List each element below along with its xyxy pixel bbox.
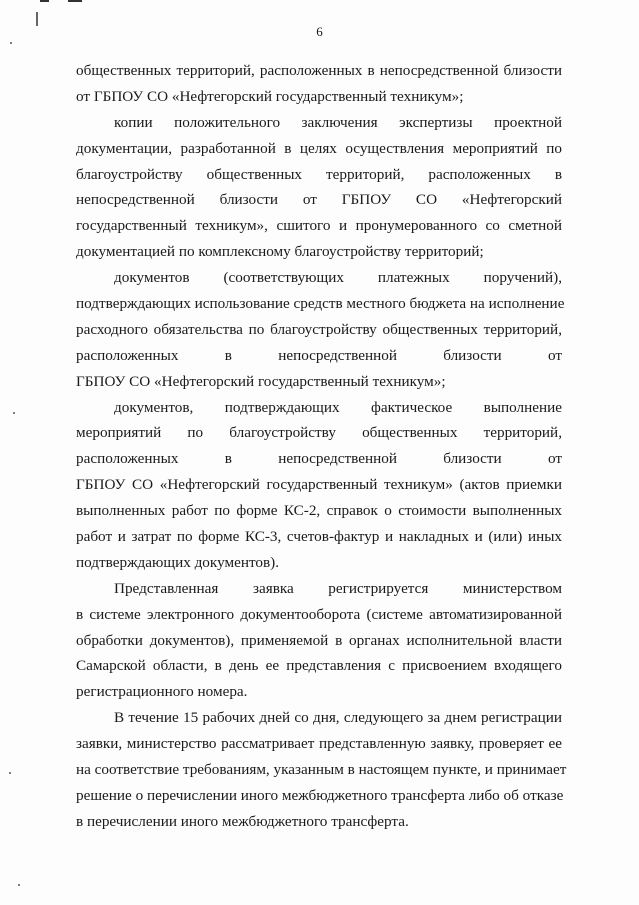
scan-speck <box>18 884 20 886</box>
scan-speck <box>13 412 15 414</box>
text-line: непосредственной близости от ГБПОУ СО «Нефтегорский <box>76 191 562 209</box>
scan-speck <box>9 772 11 774</box>
text-line: В течение 15 рабочих дней со дня, следующего за днем регистрации <box>114 709 562 727</box>
text-line: подтверждающих документов). <box>76 553 279 571</box>
text-line: от ГБПОУ СО «Нефтегорский государственный техникум»; <box>76 87 464 105</box>
text-line: документов (соответствующих платежных поручений), <box>114 269 562 287</box>
text-line: документацией по комплексному благоустройству территорий; <box>76 243 484 261</box>
text-line: документации, разработанной в целях осуществления мероприятий по <box>76 139 562 157</box>
page-number: 6 <box>316 24 323 39</box>
text-line: расположенных в непосредственной близости от <box>76 346 562 364</box>
text-line: в перечислении иного межбюджетного трансферта. <box>76 812 409 830</box>
text-line: государственный техникум», сшитого и пронумерованного со сметной <box>76 217 562 235</box>
text-line: на соответствие требованиям, указанным в настоящем пункте, и принимает <box>76 761 567 779</box>
text-line: мероприятий по благоустройству общественных территорий, <box>76 424 562 442</box>
text-line: благоустройству общественных территорий, расположенных в <box>76 165 562 183</box>
text-line: решение о перечислении иного межбюджетного трансферта либо об отказе <box>76 786 564 804</box>
text-line: Представленная заявка регистрируется министерством <box>114 579 562 597</box>
text-line: Самарской области, в день ее представления с присвоением входящего <box>76 657 562 675</box>
text-line: обработки документов), применяемой в органах исполнительной власти <box>76 631 562 649</box>
text-line: регистрационного номера. <box>76 683 248 701</box>
text-line: копии положительного заключения экспертизы проектной <box>114 113 562 131</box>
scan-edge-mark <box>40 0 49 2</box>
text-line: заявки, министерство рассматривает представленную заявку, проверяет ее <box>76 735 562 753</box>
text-line: ГБПОУ СО «Нефтегорский государственный техникум»; <box>76 372 446 390</box>
text-line: документов, подтверждающих фактическое выполнение <box>114 398 562 416</box>
text-line: работ и затрат по форме КС-3, счетов-фактур и накладных и (или) иных <box>76 528 562 546</box>
text-line: расходного обязательства по благоустройству общественных территорий, <box>76 320 562 338</box>
text-line: в системе электронного документооборота (системе автоматизированной <box>76 605 562 623</box>
text-line: ГБПОУ СО «Нефтегорский государственный техникум» (актов приемки <box>76 476 562 494</box>
text-line: общественных территорий, расположенных в непосредственной близости <box>76 62 562 79</box>
scan-speck <box>10 42 12 44</box>
text-line: расположенных в непосредственной близости от <box>76 450 562 468</box>
text-line: выполненных работ по форме КС-2, справок о стоимости выполненных <box>76 502 562 520</box>
document-body <box>76 58 567 835</box>
text-line: подтверждающих использование средств местного бюджета на исполнение <box>76 295 565 313</box>
scan-edge-mark <box>68 0 82 2</box>
